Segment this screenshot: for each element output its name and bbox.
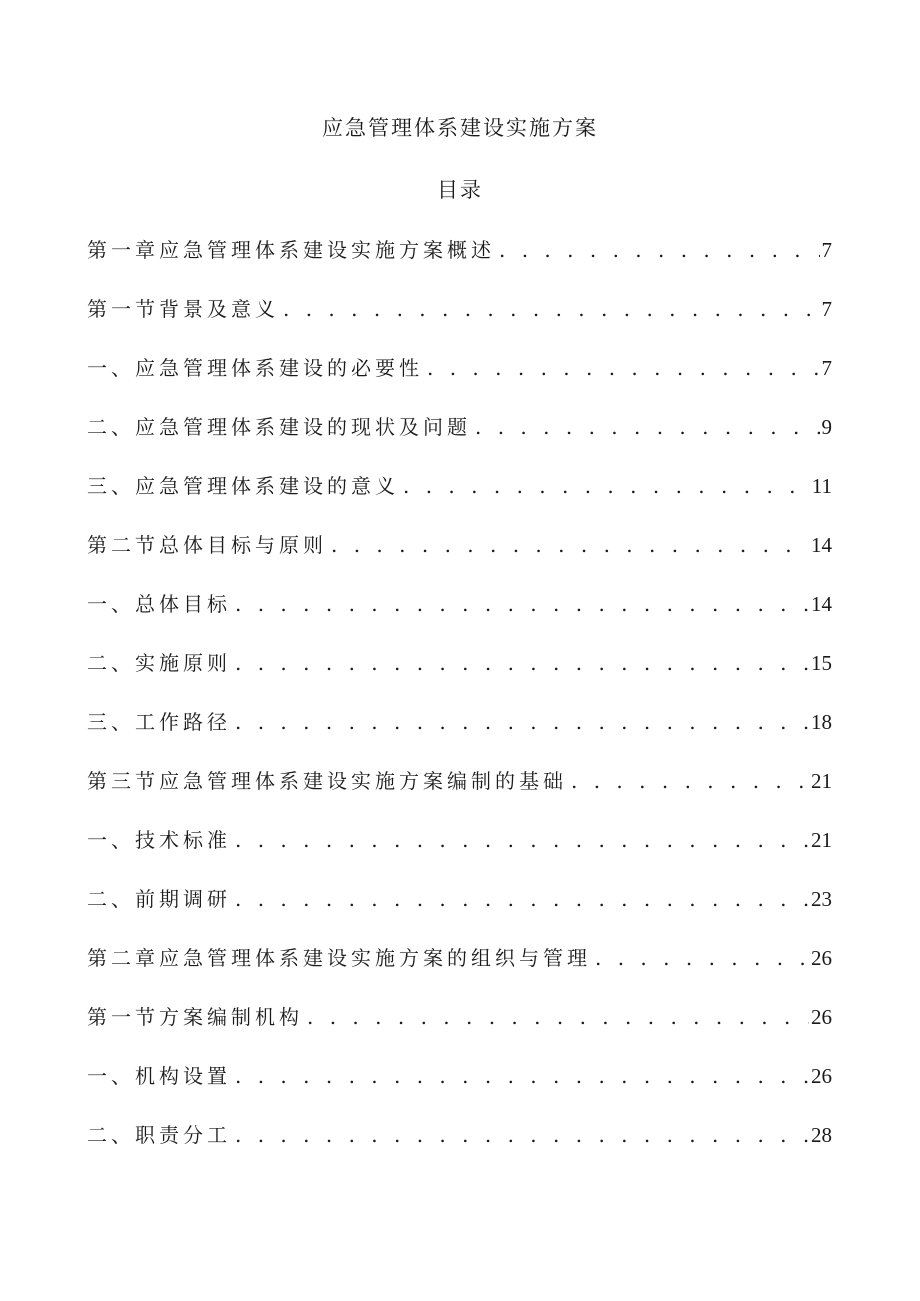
toc-entry-text: 二、职责分工 xyxy=(87,1123,231,1147)
toc-entry[interactable] xyxy=(87,287,832,346)
toc-entry-text: 三、工作路径 xyxy=(87,710,231,734)
toc-entry[interactable] xyxy=(87,582,832,641)
toc-entry-text: 二、前期调研 xyxy=(87,887,231,911)
toc-entry[interactable] xyxy=(87,405,832,464)
toc-entry-page: 26 xyxy=(811,946,832,970)
toc-entry-text: 第一节背景及意义 xyxy=(87,297,279,321)
toc-entry-page: 28 xyxy=(811,1123,832,1147)
toc-entry-text: 二、应急管理体系建设的现状及问题 xyxy=(87,415,471,439)
document-title: 应急管理体系建设实施方案 xyxy=(322,116,598,140)
toc-entry-text: 一、应急管理体系建设的必要性 xyxy=(87,356,423,380)
toc-dot-leader xyxy=(235,877,809,921)
toc-entry[interactable] xyxy=(87,523,832,582)
toc-entry-text: 第一章应急管理体系建设实施方案概述 xyxy=(87,238,495,262)
toc-entry[interactable] xyxy=(87,1113,832,1172)
toc-entry-page: 11 xyxy=(811,474,832,498)
toc-entry[interactable] xyxy=(87,700,832,759)
toc-entry-text: 一、技术标准 xyxy=(87,828,231,852)
toc-dot-leader xyxy=(235,641,809,685)
toc-entry-page: 21 xyxy=(811,828,832,852)
toc-dot-leader xyxy=(595,936,809,980)
toc-entry-page: 9 xyxy=(821,415,832,439)
toc-entry-page: 14 xyxy=(811,533,832,557)
toc-dot-leader xyxy=(235,700,809,744)
toc-entry-page: 26 xyxy=(811,1064,832,1088)
toc-dot-leader xyxy=(283,287,820,331)
toc-dot-leader xyxy=(571,759,809,803)
toc-entry-text: 一、总体目标 xyxy=(87,592,231,616)
toc-dot-leader xyxy=(235,1113,809,1157)
toc-entry-text: 第二章应急管理体系建设实施方案的组织与管理 xyxy=(87,946,591,970)
toc-entry[interactable] xyxy=(87,346,832,405)
toc-entry-text: 一、机构设置 xyxy=(87,1064,231,1088)
toc-entry[interactable] xyxy=(87,228,832,287)
toc-entry-page: 21 xyxy=(811,769,832,793)
toc-heading: 目录 xyxy=(437,178,483,202)
toc-entry-page: 14 xyxy=(811,592,832,616)
toc-entry-text: 第一节方案编制机构 xyxy=(87,1005,303,1029)
toc-entry[interactable] xyxy=(87,464,832,523)
toc-entry-page: 7 xyxy=(821,238,832,262)
toc-entry[interactable] xyxy=(87,877,832,936)
toc-entry-page: 15 xyxy=(811,651,832,675)
toc-dot-leader xyxy=(235,1054,809,1098)
toc-entry-text: 三、应急管理体系建设的意义 xyxy=(87,474,399,498)
toc-dot-leader xyxy=(499,228,820,272)
toc-dot-leader xyxy=(307,995,809,1039)
toc-entry[interactable] xyxy=(87,759,832,818)
toc-entry-page: 7 xyxy=(821,356,832,380)
toc-entry-text: 二、实施原则 xyxy=(87,651,231,675)
toc-entry-text: 第二节总体目标与原则 xyxy=(87,533,327,557)
toc-dot-leader xyxy=(235,818,809,862)
toc-entry-text: 第三节应急管理体系建设实施方案编制的基础 xyxy=(87,769,567,793)
toc-dot-leader xyxy=(403,464,810,508)
toc-entry[interactable] xyxy=(87,936,832,995)
toc-dot-leader xyxy=(427,346,820,390)
toc-entry[interactable] xyxy=(87,641,832,700)
toc-entry-page: 23 xyxy=(811,887,832,911)
toc-entry-page: 18 xyxy=(811,710,832,734)
toc-entry[interactable] xyxy=(87,995,832,1054)
toc-entry[interactable] xyxy=(87,818,832,877)
table-of-contents xyxy=(87,228,832,1172)
toc-dot-leader xyxy=(475,405,820,449)
toc-entry-page: 26 xyxy=(811,1005,832,1029)
toc-dot-leader xyxy=(235,582,809,626)
toc-entry[interactable] xyxy=(87,1054,832,1113)
toc-entry-page: 7 xyxy=(821,297,832,321)
toc-dot-leader xyxy=(331,523,809,567)
